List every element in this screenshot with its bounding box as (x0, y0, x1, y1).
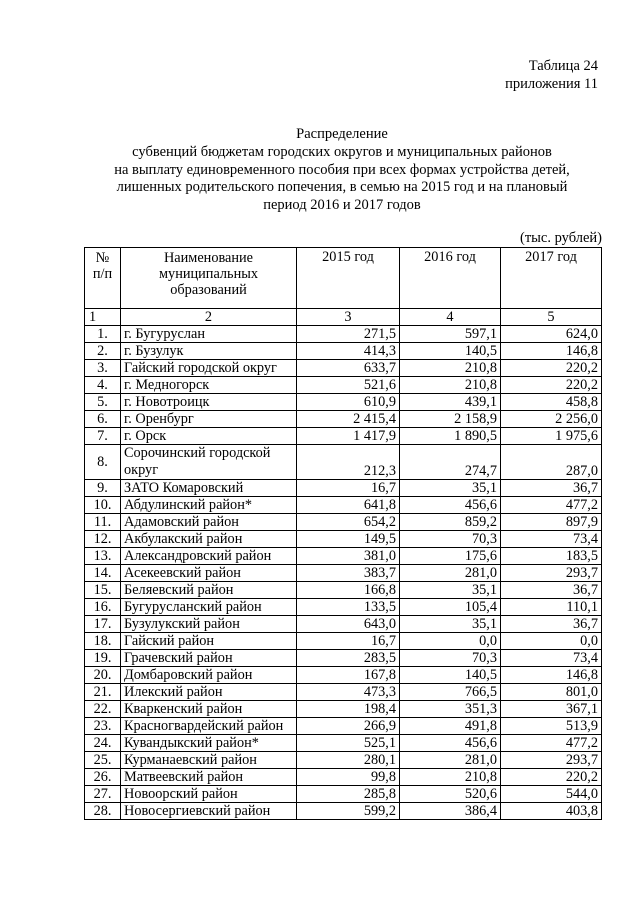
value-2015: 16,7 (297, 480, 400, 497)
municipality-name: ЗАТО Комаровский (121, 480, 297, 497)
municipality-name: Асекеевский район (121, 565, 297, 582)
value-2016: 859,2 (400, 514, 501, 531)
units-note: (тыс. рублей) (520, 230, 602, 246)
value-2015: 285,8 (297, 786, 400, 803)
value-2016: 70,3 (400, 531, 501, 548)
value-2017: 220,2 (501, 360, 602, 377)
value-2015: 610,9 (297, 394, 400, 411)
column-number-row (85, 309, 602, 326)
row-number: 21. (85, 684, 121, 701)
header-row (85, 248, 602, 309)
column-number: 1 (85, 309, 121, 326)
value-2015: 198,4 (297, 701, 400, 718)
table-row (85, 497, 602, 514)
value-2015: 167,8 (297, 667, 400, 684)
column-number: 2 (121, 309, 297, 326)
municipality-name: Кувандыкский район* (121, 735, 297, 752)
value-2017: 293,7 (501, 565, 602, 582)
value-2015: 212,3 (297, 445, 400, 480)
table-row (85, 582, 602, 599)
municipality-name: Новоорский район (121, 786, 297, 803)
row-number: 14. (85, 565, 121, 582)
municipality-name: Илекский район (121, 684, 297, 701)
table-row (85, 633, 602, 650)
table-row (85, 650, 602, 667)
value-2016: 140,5 (400, 343, 501, 360)
municipality-name: Бугурусланский район (121, 599, 297, 616)
municipality-name: г. Медногорск (121, 377, 297, 394)
value-2017: 36,7 (501, 480, 602, 497)
value-2015: 599,2 (297, 803, 400, 820)
row-number: 16. (85, 599, 121, 616)
row-number: 2. (85, 343, 121, 360)
column-number: 5 (501, 309, 602, 326)
table-row (85, 480, 602, 497)
title-line: лишенных родительского попечения, в семью на 2015 год и на плановый (116, 179, 568, 196)
value-2017: 624,0 (501, 326, 602, 343)
title-line: субвенций бюджетам городских округов и муниципальных районов (132, 143, 552, 160)
value-2016: 175,6 (400, 548, 501, 565)
row-number: 28. (85, 803, 121, 820)
value-2015: 654,2 (297, 514, 400, 531)
municipality-name: Бузулукский район (121, 616, 297, 633)
row-number: 20. (85, 667, 121, 684)
table-row (85, 326, 602, 343)
column-number: 3 (297, 309, 400, 326)
table-row (85, 565, 602, 582)
header-name-line: муниципальных (159, 266, 258, 282)
value-2016: 140,5 (400, 667, 501, 684)
value-2015: 283,5 (297, 650, 400, 667)
value-2016: 281,0 (400, 565, 501, 582)
municipality-name: г. Бугуруслан (121, 326, 297, 343)
table-row (85, 616, 602, 633)
header-name (121, 248, 297, 309)
value-2015: 280,1 (297, 752, 400, 769)
table-row (85, 360, 602, 377)
table-row (85, 599, 602, 616)
value-2015: 383,7 (297, 565, 400, 582)
value-2017: 73,4 (501, 650, 602, 667)
header-number-line: п/п (92, 266, 113, 282)
header-2016: 2016 год (400, 248, 501, 309)
value-2017: 0,0 (501, 633, 602, 650)
value-2016: 274,7 (400, 445, 501, 480)
table-row (85, 343, 602, 360)
value-2017: 36,7 (501, 582, 602, 599)
value-2015: 521,6 (297, 377, 400, 394)
header-name-line: Наименование (163, 250, 254, 266)
value-2015: 473,3 (297, 684, 400, 701)
value-2015: 641,8 (297, 497, 400, 514)
value-2017: 183,5 (501, 548, 602, 565)
value-2016: 386,4 (400, 803, 501, 820)
table-reference (505, 58, 598, 93)
row-number: 13. (85, 548, 121, 565)
value-2015: 381,0 (297, 548, 400, 565)
value-2017: 544,0 (501, 786, 602, 803)
table-row (85, 735, 602, 752)
municipality-name: Новосергиевский район (121, 803, 297, 820)
value-2016: 766,5 (400, 684, 501, 701)
value-2016: 456,6 (400, 735, 501, 752)
value-2016: 210,8 (400, 360, 501, 377)
value-2017: 477,2 (501, 735, 602, 752)
table-row (85, 786, 602, 803)
value-2015: 166,8 (297, 582, 400, 599)
value-2016: 281,0 (400, 752, 501, 769)
value-2017: 36,7 (501, 616, 602, 633)
value-2015: 149,5 (297, 531, 400, 548)
value-2015: 133,5 (297, 599, 400, 616)
municipality-name: Красногвардейский район (121, 718, 297, 735)
value-2017: 293,7 (501, 752, 602, 769)
municipality-name: Беляевский район (121, 582, 297, 599)
row-number: 4. (85, 377, 121, 394)
value-2017: 146,8 (501, 667, 602, 684)
column-number: 4 (400, 309, 501, 326)
municipality-name: Курманаевский район (121, 752, 297, 769)
row-number: 8. (85, 445, 121, 480)
table-row (85, 514, 602, 531)
table-row (85, 394, 602, 411)
municipality-name: Александровский район (121, 548, 297, 565)
table-row (85, 667, 602, 684)
appendix-number: приложения 11 (505, 75, 598, 92)
table-row (85, 445, 602, 480)
row-number: 15. (85, 582, 121, 599)
table-row (85, 701, 602, 718)
value-2017: 367,1 (501, 701, 602, 718)
value-2015: 2 415,4 (297, 411, 400, 428)
header-name-line: образований (170, 282, 247, 298)
value-2017: 287,0 (501, 445, 602, 480)
table-row (85, 752, 602, 769)
table-row (85, 803, 602, 820)
row-number: 19. (85, 650, 121, 667)
municipality-name: Гайский городской округ (121, 360, 297, 377)
value-2016: 35,1 (400, 616, 501, 633)
municipality-name: г. Орск (121, 428, 297, 445)
value-2016: 439,1 (400, 394, 501, 411)
header-number-line: № (95, 250, 110, 266)
title-line: Распределение (296, 126, 388, 142)
value-2017: 1 975,6 (501, 428, 602, 445)
title-line: период 2016 и 2017 годов (263, 197, 421, 214)
municipality-name: г. Бузулук (121, 343, 297, 360)
value-2016: 2 158,9 (400, 411, 501, 428)
value-2017: 110,1 (501, 599, 602, 616)
table-row (85, 377, 602, 394)
municipality-name: Сорочинский городской округ (121, 445, 297, 480)
value-2015: 99,8 (297, 769, 400, 786)
row-number: 9. (85, 480, 121, 497)
value-2016: 491,8 (400, 718, 501, 735)
row-number: 17. (85, 616, 121, 633)
municipality-name: Матвеевский район (121, 769, 297, 786)
value-2017: 897,9 (501, 514, 602, 531)
municipality-name: Акбулакский район (121, 531, 297, 548)
table-row (85, 684, 602, 701)
value-2016: 597,1 (400, 326, 501, 343)
municipality-name: Адамовский район (121, 514, 297, 531)
value-2015: 1 417,9 (297, 428, 400, 445)
municipality-name: Гайский район (121, 633, 297, 650)
value-2016: 35,1 (400, 582, 501, 599)
value-2015: 271,5 (297, 326, 400, 343)
row-number: 26. (85, 769, 121, 786)
table-number: Таблица 24 (528, 58, 598, 74)
value-2017: 73,4 (501, 531, 602, 548)
value-2017: 477,2 (501, 497, 602, 514)
value-2017: 146,8 (501, 343, 602, 360)
table-row (85, 411, 602, 428)
value-2017: 220,2 (501, 377, 602, 394)
row-number: 23. (85, 718, 121, 735)
value-2015: 643,0 (297, 616, 400, 633)
row-number: 1. (85, 326, 121, 343)
municipality-name: г. Оренбург (121, 411, 297, 428)
table-row (85, 548, 602, 565)
value-2017: 220,2 (501, 769, 602, 786)
table-row (85, 718, 602, 735)
table-body (85, 326, 602, 820)
row-number: 6. (85, 411, 121, 428)
row-number: 12. (85, 531, 121, 548)
value-2015: 633,7 (297, 360, 400, 377)
table-row (85, 769, 602, 786)
value-2017: 403,8 (501, 803, 602, 820)
value-2016: 456,6 (400, 497, 501, 514)
value-2017: 513,9 (501, 718, 602, 735)
row-number: 11. (85, 514, 121, 531)
subsidy-table (84, 247, 602, 820)
municipality-name: г. Новотроицк (121, 394, 297, 411)
value-2016: 0,0 (400, 633, 501, 650)
value-2016: 35,1 (400, 480, 501, 497)
row-number: 10. (85, 497, 121, 514)
row-number: 5. (85, 394, 121, 411)
value-2017: 2 256,0 (501, 411, 602, 428)
table-row (85, 531, 602, 548)
value-2016: 210,8 (400, 769, 501, 786)
value-2016: 1 890,5 (400, 428, 501, 445)
value-2016: 105,4 (400, 599, 501, 616)
value-2015: 16,7 (297, 633, 400, 650)
row-number: 24. (85, 735, 121, 752)
row-number: 7. (85, 428, 121, 445)
document-title (98, 126, 586, 215)
municipality-name: Грачевский район (121, 650, 297, 667)
header-number (85, 248, 121, 309)
value-2016: 351,3 (400, 701, 501, 718)
row-number: 3. (85, 360, 121, 377)
value-2016: 70,3 (400, 650, 501, 667)
row-number: 25. (85, 752, 121, 769)
header-2017: 2017 год (501, 248, 602, 309)
value-2017: 458,8 (501, 394, 602, 411)
row-number: 18. (85, 633, 121, 650)
value-2016: 210,8 (400, 377, 501, 394)
value-2015: 266,9 (297, 718, 400, 735)
title-line: на выплату единовременного пособия при всех формах устройства детей, (114, 161, 570, 178)
municipality-name: Домбаровский район (121, 667, 297, 684)
municipality-name: Абдулинский район* (121, 497, 297, 514)
table-row (85, 428, 602, 445)
row-number: 27. (85, 786, 121, 803)
row-number: 22. (85, 701, 121, 718)
value-2015: 414,3 (297, 343, 400, 360)
municipality-name: Кваркенский район (121, 701, 297, 718)
value-2015: 525,1 (297, 735, 400, 752)
value-2017: 801,0 (501, 684, 602, 701)
value-2016: 520,6 (400, 786, 501, 803)
header-2015: 2015 год (297, 248, 400, 309)
